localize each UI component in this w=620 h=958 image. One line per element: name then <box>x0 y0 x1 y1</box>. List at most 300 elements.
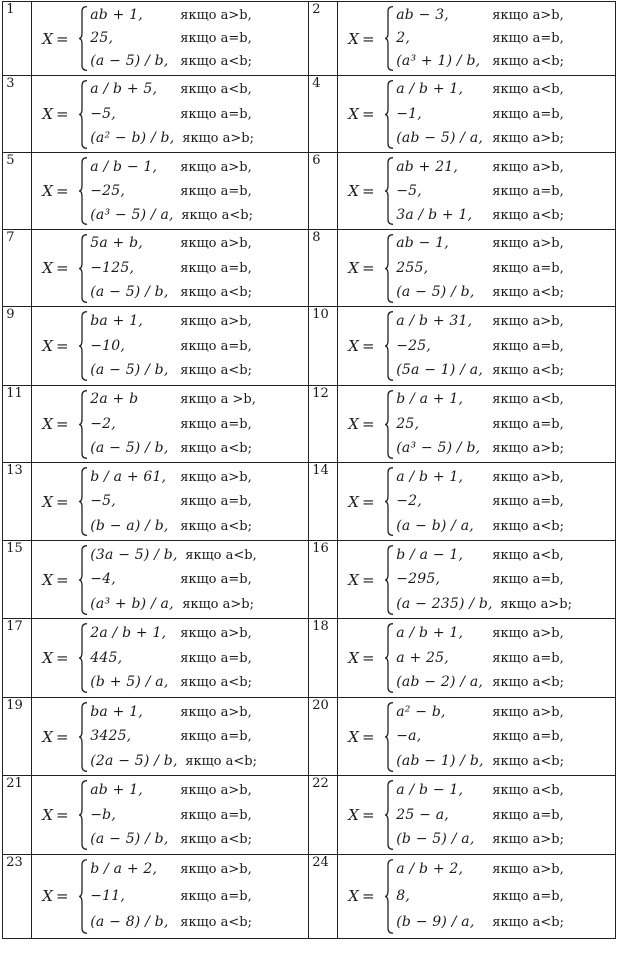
case-expression: (a³ − 5) / b, <box>396 440 481 457</box>
formula-lhs <box>42 337 68 355</box>
left-brace-icon <box>78 80 88 149</box>
case-condition: якщо a>b; <box>500 596 572 612</box>
case-condition: якщо a<b; <box>492 753 564 769</box>
left-brace-icon <box>384 702 394 772</box>
case-condition: якщо a>b, <box>180 862 252 878</box>
case-list <box>90 4 303 73</box>
case-condition: якщо a=b, <box>180 338 252 354</box>
formula-lhs <box>42 649 68 667</box>
case-line <box>90 234 303 253</box>
case-condition: якщо a<b; <box>180 363 252 379</box>
variant-cell <box>2 697 310 777</box>
case-expression: (a² − b) / b, <box>90 130 175 147</box>
case-list <box>90 232 303 305</box>
case-list <box>90 543 303 617</box>
case-expression: (a − 5) / b, <box>90 440 169 457</box>
case-line <box>396 570 609 589</box>
left-brace-icon <box>384 859 394 934</box>
case-line <box>396 595 609 614</box>
case-line <box>396 129 609 148</box>
variant-number: 13 <box>6 463 23 479</box>
variant-cell <box>308 306 616 386</box>
case-expression: (ab − 5) / a, <box>396 130 484 147</box>
formula-block <box>31 541 305 619</box>
case-expression: ab + 1, <box>90 782 143 799</box>
variable-name: X <box>348 887 359 906</box>
variant-cell <box>2 152 310 230</box>
case-expression: (a³ + b) / a, <box>90 595 174 612</box>
case-condition: якщо a<b; <box>180 915 252 931</box>
case-line <box>90 546 303 565</box>
case-line <box>396 80 609 99</box>
case-condition: якщо a=b, <box>492 572 564 588</box>
case-line <box>90 624 303 643</box>
case-line <box>90 673 303 692</box>
formula-lhs <box>348 649 374 667</box>
case-expression: −25, <box>90 182 126 199</box>
case-expression: a / b − 1, <box>90 158 158 175</box>
formula-block <box>31 153 305 229</box>
case-condition: якщо a<b; <box>180 285 252 301</box>
case-condition: якщо a>b, <box>180 8 252 24</box>
case-list <box>396 543 609 617</box>
case-line <box>90 80 303 99</box>
case-line <box>90 860 303 879</box>
case-list <box>90 778 303 852</box>
case-expression: (a − b) / a, <box>396 517 474 534</box>
variable-name: X <box>42 105 53 124</box>
left-brace-icon <box>78 780 88 850</box>
variable-name: X <box>348 29 359 48</box>
variant-cell <box>308 152 616 230</box>
formula-block <box>337 307 611 385</box>
case-line <box>396 624 609 643</box>
left-brace-icon <box>78 545 88 615</box>
variable-name: X <box>348 492 359 511</box>
case-condition: якщо a<b, <box>492 547 564 563</box>
formula-block <box>337 2 611 75</box>
variant-cell <box>308 462 616 541</box>
variant-cell <box>2 462 310 541</box>
case-line <box>396 673 609 692</box>
case-expression: −11, <box>90 887 126 904</box>
case-list <box>396 309 609 383</box>
variant-number: 1 <box>6 2 15 18</box>
variable-name: X <box>348 337 359 356</box>
case-line <box>396 752 609 771</box>
case-line <box>396 830 609 849</box>
equals-sign: = <box>55 182 69 201</box>
case-expression: (a − 5) / b, <box>90 362 169 379</box>
variant-number: 11 <box>6 385 23 401</box>
variant-cell <box>308 75 616 154</box>
case-condition: якщо a >b, <box>180 392 256 408</box>
case-condition: якщо a=b, <box>180 572 252 588</box>
case-condition: якщо a>b; <box>492 832 564 848</box>
case-expression: −25, <box>396 337 432 354</box>
left-brace-icon <box>384 467 394 536</box>
case-condition: якщо a<b; <box>492 675 564 691</box>
variable-name: X <box>348 182 359 201</box>
equals-sign: = <box>361 887 375 906</box>
variable-name: X <box>42 182 53 201</box>
left-brace-icon <box>384 234 394 303</box>
case-condition: якщо a>b, <box>492 314 564 330</box>
equals-sign: = <box>55 105 69 124</box>
formula-lhs <box>348 493 374 511</box>
variable-name: X <box>42 806 53 825</box>
case-condition: якщо a<b; <box>180 441 252 457</box>
case-condition: якщо a=b, <box>492 338 564 354</box>
case-expression: a / b + 5, <box>90 81 158 98</box>
equals-sign: = <box>361 259 375 278</box>
case-line <box>396 158 609 177</box>
case-list <box>90 700 303 774</box>
case-condition: якщо a>b; <box>492 131 564 147</box>
case-condition: якщо a=b, <box>492 416 564 432</box>
variant-cell <box>2 540 310 620</box>
case-condition: якщо a<b, <box>492 392 564 408</box>
case-line <box>396 546 609 565</box>
case-expression: −b, <box>90 806 116 823</box>
left-brace-icon <box>78 702 88 772</box>
case-condition: якщо a<b, <box>492 82 564 98</box>
case-condition: якщо a=b, <box>180 416 252 432</box>
case-list <box>90 621 303 695</box>
variant-number: 2 <box>312 2 321 18</box>
case-condition: якщо a<b; <box>181 207 253 223</box>
case-line <box>90 29 303 48</box>
case-line <box>90 649 303 668</box>
case-line <box>396 887 609 906</box>
formula-lhs <box>348 806 374 824</box>
case-line <box>90 517 303 536</box>
left-brace-icon <box>78 623 88 693</box>
case-expression: a / b + 31, <box>396 313 473 330</box>
case-condition: якщо a<b, <box>185 547 257 563</box>
case-line <box>90 492 303 511</box>
case-expression: (5a − 1) / a, <box>396 362 483 379</box>
variable-name: X <box>42 727 53 746</box>
variant-number: 17 <box>6 619 23 635</box>
case-list <box>396 700 609 774</box>
variant-number: 14 <box>312 463 329 479</box>
case-expression: −5, <box>90 493 116 510</box>
case-condition: якщо a=b, <box>180 183 252 199</box>
equals-sign: = <box>55 727 69 746</box>
variable-name: X <box>42 887 53 906</box>
case-expression: b / a + 2, <box>90 861 158 878</box>
case-expression: 2, <box>396 30 411 47</box>
case-condition: якщо a<b; <box>492 915 564 931</box>
case-condition: якщо a<b; <box>180 54 252 70</box>
case-line <box>90 727 303 746</box>
left-brace-icon <box>384 390 394 459</box>
case-expression: (b − 9) / a, <box>396 914 475 931</box>
case-expression: a / b + 1, <box>396 81 464 98</box>
case-line <box>396 312 609 331</box>
formula-lhs <box>42 806 68 824</box>
equals-sign: = <box>55 29 69 48</box>
case-line <box>396 703 609 722</box>
formula-block <box>337 619 611 697</box>
formula-block <box>31 698 305 776</box>
variant-cell <box>308 385 616 464</box>
variants-table <box>3 2 615 938</box>
formula-lhs <box>348 259 374 277</box>
formula-lhs <box>42 887 68 905</box>
case-expression: b / a + 1, <box>396 391 464 408</box>
case-condition: якщо a>b, <box>180 159 252 175</box>
case-condition: якщо a=b, <box>180 106 252 122</box>
case-condition: якщо a=b, <box>492 807 564 823</box>
case-condition: якщо a>b; <box>492 441 564 457</box>
case-condition: якщо a=b, <box>492 729 564 745</box>
equals-sign: = <box>361 415 375 434</box>
equals-sign: = <box>55 570 69 589</box>
left-brace-icon <box>384 80 394 149</box>
variant-number: 6 <box>312 153 321 169</box>
formula-block <box>337 698 611 776</box>
equals-sign: = <box>361 182 375 201</box>
case-condition: якщо a=b, <box>180 260 252 276</box>
case-expression: a / b − 1, <box>396 782 464 799</box>
variant-cell <box>308 618 616 698</box>
case-expression: ab − 3, <box>396 7 449 24</box>
left-brace-icon <box>78 234 88 303</box>
variant-cell <box>308 697 616 777</box>
case-expression: (2a − 5) / b, <box>90 752 178 769</box>
case-condition: якщо a>b, <box>180 783 252 799</box>
case-line <box>90 206 303 225</box>
case-condition: якщо a=b, <box>492 106 564 122</box>
case-expression: (b − 5) / a, <box>396 831 475 848</box>
formula-block <box>31 855 305 938</box>
variant-number: 3 <box>6 75 15 91</box>
case-list <box>90 309 303 383</box>
case-line <box>396 337 609 356</box>
variant-cell <box>2 229 310 308</box>
case-expression: a / b + 1, <box>396 468 464 485</box>
variant-number: 8 <box>312 229 321 245</box>
left-brace-icon <box>78 311 88 381</box>
formula-block <box>31 386 305 463</box>
case-line <box>90 752 303 771</box>
case-condition: якщо a>b; <box>182 131 254 147</box>
case-expression: (a − 8) / b, <box>90 914 169 931</box>
case-line <box>396 390 609 409</box>
equals-sign: = <box>361 492 375 511</box>
equals-sign: = <box>55 259 69 278</box>
case-line <box>90 806 303 825</box>
left-brace-icon <box>384 157 394 225</box>
variable-name: X <box>348 727 359 746</box>
case-list <box>90 155 303 227</box>
left-brace-icon <box>78 859 88 934</box>
case-line <box>396 517 609 536</box>
case-expression: ba + 1, <box>90 703 143 720</box>
left-brace-icon <box>384 311 394 381</box>
variable-name: X <box>42 259 53 278</box>
variable-name: X <box>348 570 359 589</box>
case-condition: якщо a<b, <box>492 783 564 799</box>
formula-block <box>31 2 305 75</box>
case-line <box>396 415 609 434</box>
case-line <box>396 727 609 746</box>
variant-number: 18 <box>312 619 329 635</box>
case-condition: якщо a>b, <box>180 236 252 252</box>
formula-block <box>337 855 611 938</box>
case-expression: (a³ + 1) / b, <box>396 53 481 70</box>
variant-cell <box>2 1 310 76</box>
case-condition: якщо a<b; <box>492 54 564 70</box>
formula-lhs <box>42 105 68 123</box>
case-expression: −5, <box>396 182 422 199</box>
formula-block <box>31 463 305 540</box>
formula-block <box>31 619 305 697</box>
case-expression: (a − 235) / b, <box>396 595 493 612</box>
left-brace-icon <box>384 623 394 693</box>
formula-lhs <box>42 259 68 277</box>
case-line <box>396 182 609 201</box>
case-expression: 3425, <box>90 728 132 745</box>
case-condition: якщо a>b, <box>492 159 564 175</box>
variant-cell <box>2 618 310 698</box>
case-list <box>396 778 609 852</box>
case-expression: 25 − a, <box>396 806 449 823</box>
case-condition: якщо a=b, <box>492 888 564 904</box>
variable-name: X <box>348 259 359 278</box>
left-brace-icon <box>78 6 88 71</box>
case-line <box>396 361 609 380</box>
variable-name: X <box>42 415 53 434</box>
case-expression: 25, <box>90 30 114 47</box>
formula-block <box>337 776 611 854</box>
formula-block <box>31 230 305 307</box>
formula-lhs <box>42 728 68 746</box>
variant-number: 5 <box>6 153 15 169</box>
variant-number: 4 <box>312 75 321 91</box>
case-expression: a + 25, <box>396 649 449 666</box>
case-line <box>90 105 303 124</box>
case-line <box>396 283 609 302</box>
case-condition: якщо a>b, <box>492 8 564 24</box>
case-expression: −5, <box>90 105 116 122</box>
case-expression: a² − b, <box>396 703 446 720</box>
case-line <box>396 6 609 25</box>
case-line <box>396 259 609 278</box>
case-list <box>396 621 609 695</box>
case-expression: −a, <box>396 728 422 745</box>
variant-cell <box>308 229 616 308</box>
case-line <box>396 860 609 879</box>
case-list <box>90 388 303 461</box>
case-condition: якщо a>b, <box>492 862 564 878</box>
case-line <box>90 913 303 932</box>
left-brace-icon <box>78 467 88 536</box>
case-condition: якщо a<b; <box>492 518 564 534</box>
case-condition: якщо a=b, <box>180 494 252 510</box>
equals-sign: = <box>361 337 375 356</box>
case-expression: 3a / b + 1, <box>396 206 473 223</box>
variant-cell <box>2 385 310 464</box>
case-condition: якщо a<b; <box>185 753 257 769</box>
case-expression: (a − 5) / b, <box>396 284 475 301</box>
equals-sign: = <box>55 887 69 906</box>
case-expression: −2, <box>396 493 422 510</box>
case-line <box>90 830 303 849</box>
variable-name: X <box>348 649 359 668</box>
case-list <box>396 232 609 305</box>
equals-sign: = <box>361 649 375 668</box>
case-condition: якщо a<b; <box>492 285 564 301</box>
case-line <box>396 234 609 253</box>
equals-sign: = <box>55 492 69 511</box>
case-line <box>396 468 609 487</box>
case-line <box>90 259 303 278</box>
case-expression: 445, <box>90 649 123 666</box>
variant-cell <box>308 775 616 855</box>
case-condition: якщо a>b, <box>492 236 564 252</box>
variant-number: 12 <box>312 385 329 401</box>
case-expression: a / b + 2, <box>396 861 464 878</box>
case-condition: якщо a=b, <box>492 494 564 510</box>
case-expression: (a − 5) / b, <box>90 284 169 301</box>
formula-block <box>31 776 305 854</box>
case-line <box>90 52 303 71</box>
formula-lhs <box>42 30 68 48</box>
formula-block <box>337 76 611 153</box>
formula-lhs <box>348 30 374 48</box>
variant-number: 21 <box>6 776 23 792</box>
case-expression: 2a + b <box>90 391 139 408</box>
variable-name: X <box>348 105 359 124</box>
case-line <box>90 182 303 201</box>
case-line <box>90 337 303 356</box>
equals-sign: = <box>361 570 375 589</box>
case-line <box>396 439 609 458</box>
variable-name: X <box>42 337 53 356</box>
case-expression: (a − 5) / b, <box>90 831 169 848</box>
case-line <box>396 913 609 932</box>
left-brace-icon <box>384 545 394 615</box>
equals-sign: = <box>361 727 375 746</box>
case-condition: якщо a>b; <box>182 596 254 612</box>
case-condition: якщо a=b, <box>180 31 252 47</box>
case-condition: якщо a>b, <box>180 314 252 330</box>
formula-lhs <box>42 182 68 200</box>
variable-name: X <box>42 492 53 511</box>
case-expression: ba + 1, <box>90 313 143 330</box>
case-expression: −125, <box>90 259 135 276</box>
case-expression: ab − 1, <box>396 235 449 252</box>
case-condition: якщо a>b, <box>180 469 252 485</box>
formula-lhs <box>42 571 68 589</box>
variant-number: 10 <box>312 307 329 323</box>
case-list <box>90 857 303 936</box>
variable-name: X <box>42 570 53 589</box>
case-condition: якщо a<b; <box>180 832 252 848</box>
case-list <box>396 4 609 73</box>
case-condition: якщо a=b, <box>492 650 564 666</box>
case-expression: −10, <box>90 337 126 354</box>
case-line <box>90 390 303 409</box>
case-expression: 8, <box>396 887 411 904</box>
left-brace-icon <box>384 780 394 850</box>
variant-cell <box>2 854 310 939</box>
case-expression: a / b + 1, <box>396 625 464 642</box>
case-expression: b / a + 61, <box>90 468 167 485</box>
